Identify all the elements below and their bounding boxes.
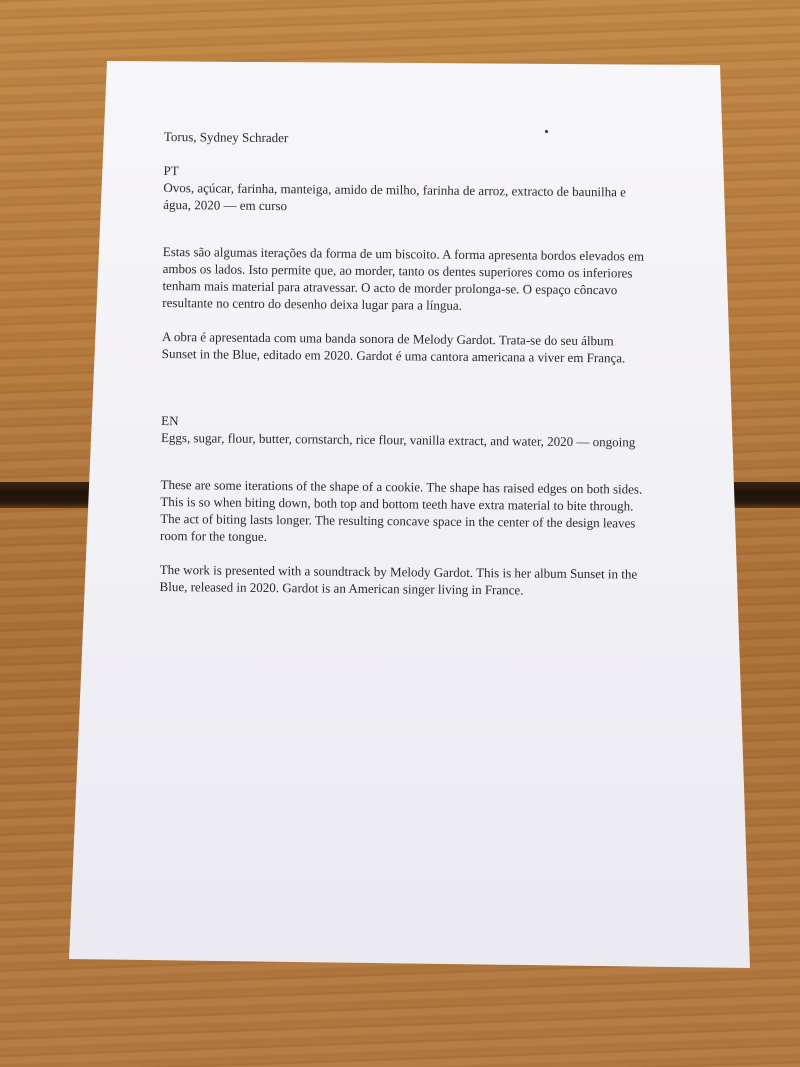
document-text — [160, 128, 664, 600]
en-paragraph1-line: room for the tongue. — [160, 527, 268, 545]
en-materials-line: Eggs, sugar, flour, butter, cornstarch, rice flour, vanilla extract, and water, 2020 — ongoing — [160, 429, 636, 450]
en-paragraph1-line: The act of biting lasts longer. The resulting concave space in the center of the design leaves — [160, 510, 636, 531]
pt-paragraph1-line: Estas são algumas iterações da forma de um biscoito. A forma apresenta bordos elevados em — [162, 243, 645, 264]
en-paragraph2-line: The work is presented with a soundtrack by Melody Gardot. This is her album Sunset in the — [159, 561, 638, 582]
en-label: EN — [161, 412, 179, 429]
pt-materials-line: Ovos, açúcar, farinha, manteiga, amido de milho, farinha de arroz, extracto de baunilha e — [163, 179, 627, 200]
en-paragraph1-line: This is so when biting down, both top and bottom teeth have extra material to bite through. — [160, 493, 634, 514]
en-paragraph1-line: These are some iterations of the shape of a cookie. The shape has raised edges on both sides. — [160, 476, 643, 497]
pt-paragraph1-line: tenham mais material para atravessar. O acto de morder prolonga-se. O espaço côncavo — [162, 277, 618, 298]
document-title: Torus, Sydney Schrader — [163, 128, 289, 146]
pt-materials-line: água, 2020 — em curso — [163, 196, 288, 214]
en-section — [160, 412, 662, 600]
pt-label: PT — [163, 162, 179, 179]
pt-section — [162, 162, 664, 367]
pt-paragraph2-line: A obra é apresentada com uma banda sonora de Melody Gardot. Trata-se do seu álbum — [161, 328, 614, 349]
pt-paragraph2-line: Sunset in the Blue, editado em 2020. Gardot é uma cantora americana a viver em França. — [161, 345, 626, 366]
en-paragraph2-line: Blue, released in 2020. Gardot is an American singer living in France. — [159, 578, 524, 598]
pt-paragraph1-line: ambos os lados. Isto permite que, ao morder, tanto os dentes superiores como os inferiores — [162, 260, 633, 281]
pt-paragraph1-line: resultante no centro do desenho deixa lugar para a língua. — [162, 294, 462, 313]
